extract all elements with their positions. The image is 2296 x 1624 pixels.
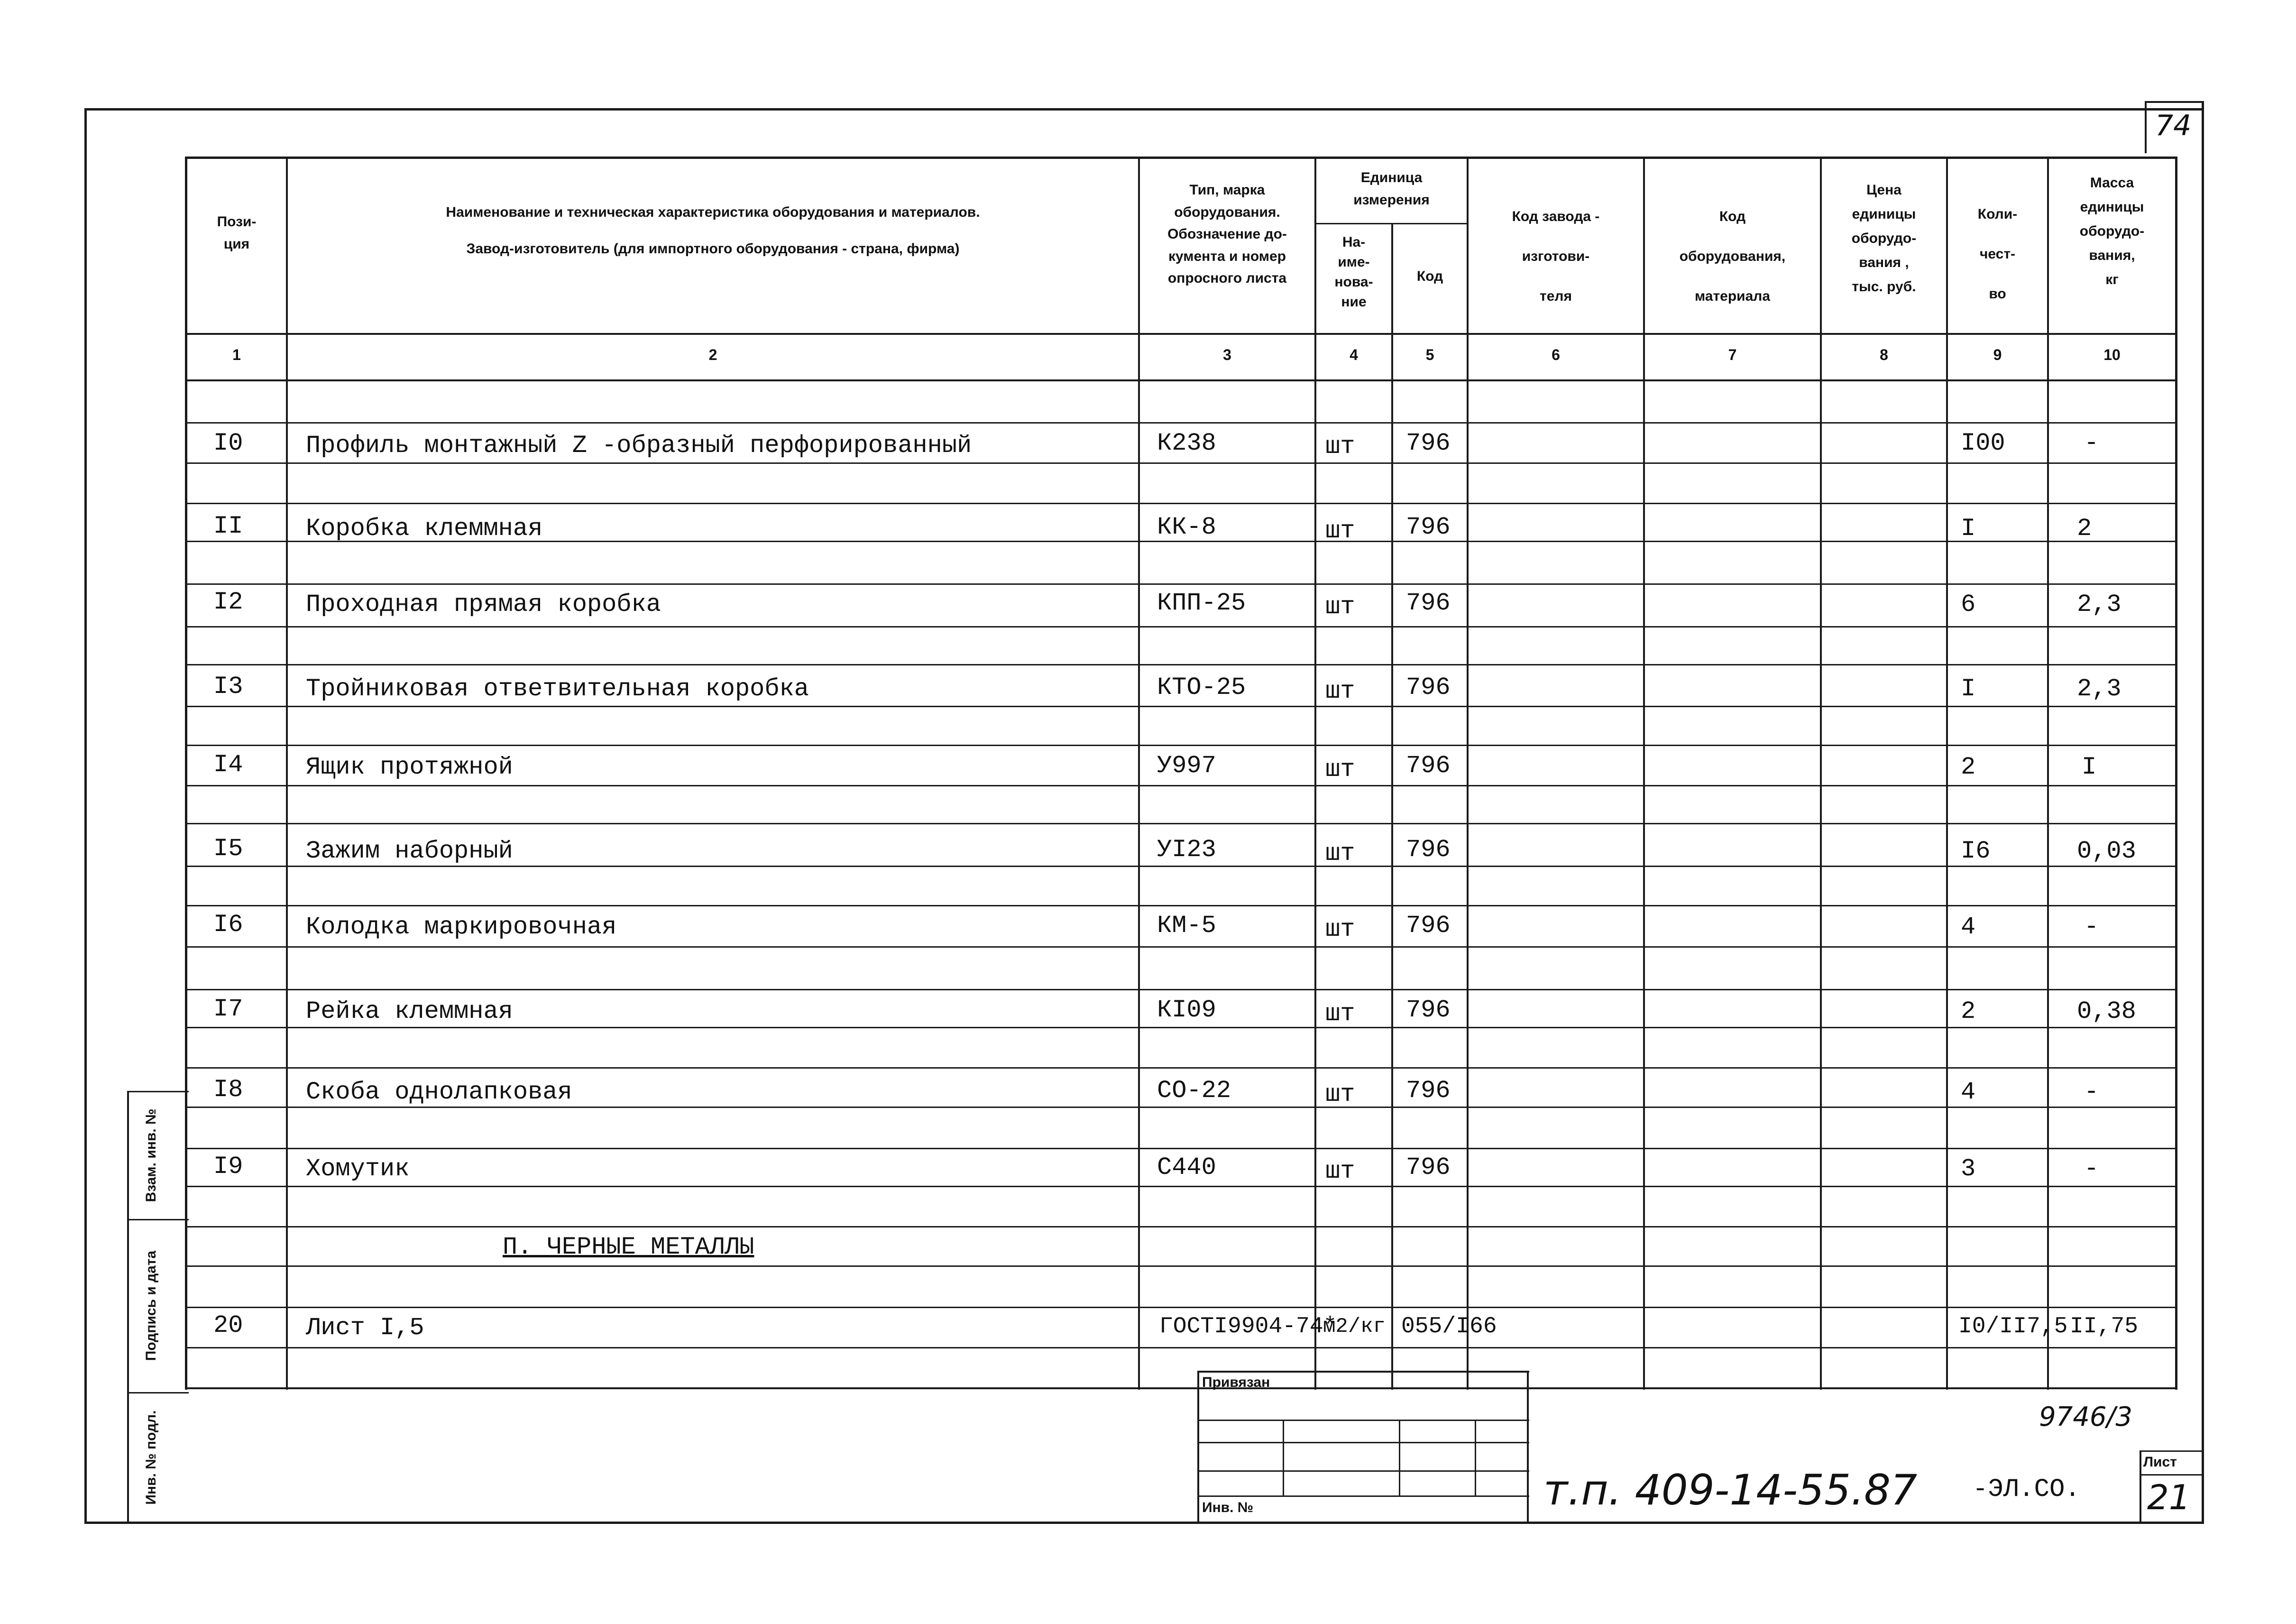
header-col7-line2: оборудования, (1679, 249, 1786, 264)
colnum-10: 10 (2103, 346, 2121, 363)
colnum-7: 7 (1728, 346, 1737, 363)
row-position: I3 (213, 673, 243, 701)
row-type: К238 (1157, 429, 1216, 457)
row-qty: I (1961, 515, 1976, 543)
colnum-3: 3 (1223, 346, 1231, 363)
row-code: 796 (1406, 996, 1451, 1024)
header-col10-line3: оборудо- (2079, 223, 2145, 239)
row-type: КТО-25 (1157, 674, 1246, 701)
row-type: КI09 (1157, 996, 1216, 1024)
row-qty: 2 (1961, 753, 1976, 781)
header-col4-line2: име- (1338, 254, 1370, 270)
row-unit: шт (1325, 1000, 1355, 1028)
row-position: I5 (213, 835, 243, 863)
row-code: 055/I66 (1401, 1314, 1497, 1339)
row-qty: 3 (1961, 1155, 1976, 1183)
colnum-8: 8 (1880, 346, 1888, 363)
stamp-bound: Привязан (1202, 1375, 1270, 1390)
row-mass: - (2084, 913, 2099, 941)
header-col8-line2: единицы (1852, 206, 1916, 222)
row-name: Проходная прямая коробка (306, 591, 661, 618)
header-col5: Код (1416, 268, 1443, 284)
row-unit: шт (1325, 1080, 1355, 1108)
header-col6-line2: изготови- (1522, 249, 1590, 264)
header-col7-line3: материала (1694, 288, 1771, 304)
sheet-number: 21 (2147, 1477, 2191, 1517)
row-code: 796 (1406, 429, 1451, 457)
row-position: I6 (213, 911, 243, 939)
row-type: КК-8 (1157, 513, 1216, 541)
row-name: Скоба однолапковая (306, 1078, 572, 1106)
header-col3-line5: опросного листа (1167, 270, 1287, 286)
header-col1-line1: Пози- (217, 214, 257, 230)
row-type: ГОСТI9904-74* (1159, 1314, 1337, 1339)
row-name: Ящик протяжной (306, 753, 513, 781)
row-unit: шт (1325, 517, 1355, 545)
header-col6-line1: Код завода - (1512, 209, 1600, 224)
row-qty: I (1961, 675, 1976, 703)
header-unit-line1: Единица (1360, 170, 1423, 185)
row-code: 796 (1406, 836, 1451, 864)
header-col8-line4: вания , (1859, 255, 1909, 270)
header-col6-line3: теля (1540, 288, 1572, 304)
row-code: 796 (1406, 1077, 1451, 1105)
row-mass: - (2084, 429, 2099, 457)
row-code: 796 (1406, 674, 1451, 701)
row-code: 796 (1406, 1153, 1451, 1181)
row-qty: I00 (1961, 429, 2005, 457)
row-name: Профиль монтажный Z -образный перфорированный (306, 432, 972, 460)
row-unit: шт (1325, 677, 1355, 705)
row-position: I4 (213, 751, 243, 779)
colnum-5: 5 (1425, 346, 1434, 363)
row-mass: 0,38 (2077, 997, 2136, 1025)
header-col8-line5: тыс. руб. (1852, 279, 1916, 295)
row-mass: 0,03 (2077, 837, 2136, 865)
row-mass: - (2084, 1078, 2099, 1106)
row-code: 796 (1406, 752, 1451, 780)
header-col4-line4: ние (1341, 294, 1367, 310)
row-code: 796 (1406, 589, 1451, 617)
header-col8-line3: оборудо- (1851, 231, 1917, 246)
row-mass: 2,3 (2077, 675, 2122, 703)
project-suffix: -ЭЛ.СО. (1973, 1475, 2080, 1504)
row-qty: I0/II7,5 (1958, 1314, 2068, 1339)
row-name: Хомутик (306, 1155, 410, 1183)
row-unit: шт (1325, 593, 1355, 621)
row-name: Рейка клеммная (306, 997, 513, 1025)
header-unit-line2: измерения (1353, 192, 1430, 208)
row-mass: II,75 (2070, 1314, 2139, 1339)
row-position: I9 (213, 1153, 243, 1181)
colnum-1: 1 (232, 346, 241, 363)
row-name: Зажим наборный (306, 837, 513, 865)
row-position: I8 (213, 1076, 243, 1104)
row-mass: 2 (2077, 515, 2092, 543)
row-name: Тройниковая ответвительная коробка (306, 675, 809, 703)
header-col3-line3: Обозначение до- (1167, 226, 1287, 242)
row-name: Коробка клеммная (306, 515, 543, 543)
row-position: I2 (213, 588, 243, 616)
stamp-inv: Инв. № (1202, 1500, 1254, 1515)
row-unit: шт (1325, 756, 1355, 784)
header-col2-line1: Наименование и техническая характеристика оборудования и материалов. (446, 204, 980, 220)
row-unit: шт (1325, 915, 1355, 943)
row-unit: шт (1325, 1157, 1355, 1185)
colnum-4: 4 (1350, 346, 1358, 363)
row-name: Колодка маркировочная (306, 913, 617, 941)
corner-page-number: 74 (2155, 109, 2192, 142)
row-qty: 4 (1961, 1078, 1976, 1106)
header-col4-line3: нова- (1334, 274, 1373, 290)
row-type: У997 (1157, 752, 1216, 780)
header-col3-line4: кумента и номер (1168, 248, 1286, 264)
row-type: УI23 (1157, 836, 1216, 864)
row-type: СО-22 (1157, 1077, 1231, 1105)
row-code: 796 (1406, 513, 1451, 541)
row-position: 20 (213, 1311, 243, 1339)
row-position: II (213, 512, 243, 540)
row-qty: I6 (1961, 837, 1991, 865)
sheet-label: Лист (2143, 1454, 2177, 1470)
header-col10-line2: единицы (2080, 199, 2144, 215)
header-col10-line4: вания, (2089, 248, 2135, 263)
section-title: П. ЧЕРНЫЕ МЕТАЛЛЫ (503, 1233, 754, 1261)
colnum-9: 9 (1993, 346, 2002, 363)
header-col9-line1: Коли- (1977, 206, 2018, 222)
row-mass: I (2082, 753, 2097, 781)
row-mass: - (2084, 1155, 2099, 1183)
row-unit: шт (1325, 840, 1355, 867)
row-type: С440 (1157, 1153, 1216, 1181)
row-type: КПП-25 (1157, 589, 1246, 617)
header-col7-line1: Код (1719, 209, 1746, 224)
row-name: Лист I,5 (306, 1314, 424, 1342)
row-unit: шт (1325, 433, 1355, 461)
row-qty: 4 (1961, 913, 1976, 941)
row-qty: 6 (1961, 591, 1976, 618)
header-col10-line5: кг (2105, 272, 2119, 287)
project-number: т.п. 409-14-55.87 (1543, 1466, 1918, 1514)
header-col4-line1: На- (1342, 234, 1366, 250)
row-qty: 2 (1961, 997, 1976, 1025)
row-unit: м2/кг (1323, 1315, 1386, 1338)
row-position: I0 (213, 429, 243, 457)
row-code: 796 (1406, 912, 1451, 940)
header-col1-line2: ция (223, 236, 250, 252)
row-mass: 2,3 (2077, 591, 2122, 618)
sidebar-original-inv: Инв. № подл. (143, 1410, 159, 1505)
header-col9-line3: во (1989, 286, 2006, 302)
row-type: КМ-5 (1157, 912, 1216, 940)
colnum-6: 6 (1552, 346, 1560, 363)
header-col9-line2: чест- (1979, 246, 2016, 262)
colnum-2: 2 (708, 346, 717, 363)
header-col3-line2: оборудования. (1174, 204, 1280, 220)
header-col8-line1: Цена (1866, 182, 1901, 198)
header-col2-line2: Завод-изготовитель (для импортного оборудования - страна, фирма) (466, 240, 960, 257)
row-position: I7 (213, 995, 243, 1023)
header-col10-line1: Масса (2090, 175, 2134, 191)
header-col3-line1: Тип, марка (1189, 182, 1265, 198)
sidebar-replace-inv: Взам. инв. № (143, 1108, 159, 1202)
sidebar-signature-date: Подпись и дата (143, 1250, 159, 1361)
doc-code: 9746/3 (2039, 1402, 2133, 1432)
